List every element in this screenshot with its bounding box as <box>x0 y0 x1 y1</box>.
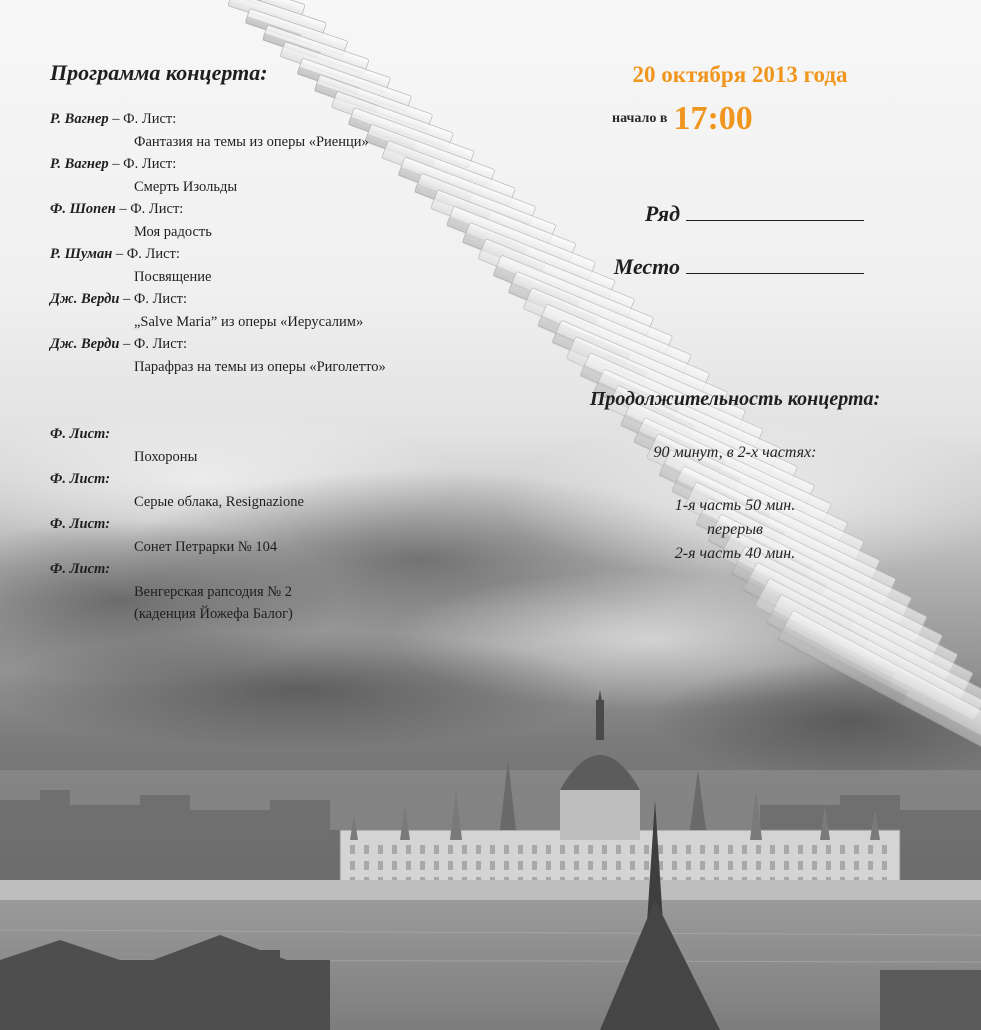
duration-part2: 2-я часть 40 мин. <box>674 545 796 562</box>
arranger: – Ф. Лист: <box>108 156 177 172</box>
program-item-4 <box>50 243 530 288</box>
program-item-8 <box>50 468 530 513</box>
duration-total: 90 минут, в 2-х частях: <box>653 444 817 461</box>
row-blank-line[interactable] <box>686 200 864 221</box>
work-subtitle: (каденция Йожефа Балог) <box>134 606 293 622</box>
program-item-10 <box>50 558 530 626</box>
program-item-1 <box>50 108 530 153</box>
composer: Дж. Верди <box>50 291 120 307</box>
program-item-9 <box>50 513 530 558</box>
seat-blank-line[interactable] <box>686 253 864 274</box>
program-title: Программа концерта: <box>50 60 268 85</box>
work-title: Серые облака, Resignazione <box>134 493 304 510</box>
work-title: Сонет Петрарки № 104 <box>134 538 278 555</box>
section-gap <box>50 378 530 423</box>
duration-part1: 1-я часть 50 мин. <box>674 497 796 514</box>
composer: Ф. Шопен <box>50 201 116 217</box>
work-title: Смерть Изольды <box>134 178 238 195</box>
seat-field[interactable] <box>560 253 870 280</box>
arranger: – Ф. Лист: <box>108 111 177 127</box>
program-item-5 <box>50 288 530 333</box>
work-title: Похороны <box>134 448 198 465</box>
composer: Ф. Лист: <box>50 561 111 577</box>
work-title: „Salve Maria” из оперы «Иерусалим» <box>134 313 364 330</box>
work-title: Фантазия на темы из оперы «Риенци» <box>134 133 369 150</box>
concert-date: 20 октября 2013 года <box>632 62 848 87</box>
seat-label: Место <box>613 254 680 279</box>
composer: Р. Вагнер <box>50 111 109 127</box>
start-time-block <box>612 100 812 138</box>
composer: Дж. Верди <box>50 336 120 352</box>
work-title: Венгерская рапсодия № 2 <box>134 583 292 600</box>
arranger: – Ф. Лист: <box>119 291 187 307</box>
arranger: – Ф. Лист: <box>112 246 180 262</box>
program-item-7 <box>50 423 530 468</box>
composer: Р. Вагнер <box>50 156 109 172</box>
work-title: Парафраз на темы из оперы «Риголетто» <box>134 358 386 375</box>
row-field[interactable] <box>560 200 870 227</box>
arranger: – Ф. Лист: <box>115 201 184 217</box>
arranger: – Ф. Лист: <box>119 336 187 352</box>
program-item-2 <box>50 153 530 198</box>
start-label: начало в <box>612 111 668 126</box>
duration-title: Продолжительность концерта: <box>589 388 881 410</box>
program-item-6 <box>50 333 530 378</box>
row-label: Ряд <box>644 201 680 226</box>
program-list <box>50 108 530 626</box>
start-time: 17:00 <box>673 100 753 137</box>
composer: Р. Шуман <box>50 246 113 262</box>
duration-break: перерыв <box>707 521 763 538</box>
work-title: Посвящение <box>134 268 212 285</box>
program-item-3 <box>50 198 530 243</box>
composer: Ф. Лист: <box>50 471 111 487</box>
composer: Ф. Лист: <box>50 516 111 532</box>
composer: Ф. Лист: <box>50 426 111 442</box>
work-title: Моя радость <box>134 223 212 240</box>
